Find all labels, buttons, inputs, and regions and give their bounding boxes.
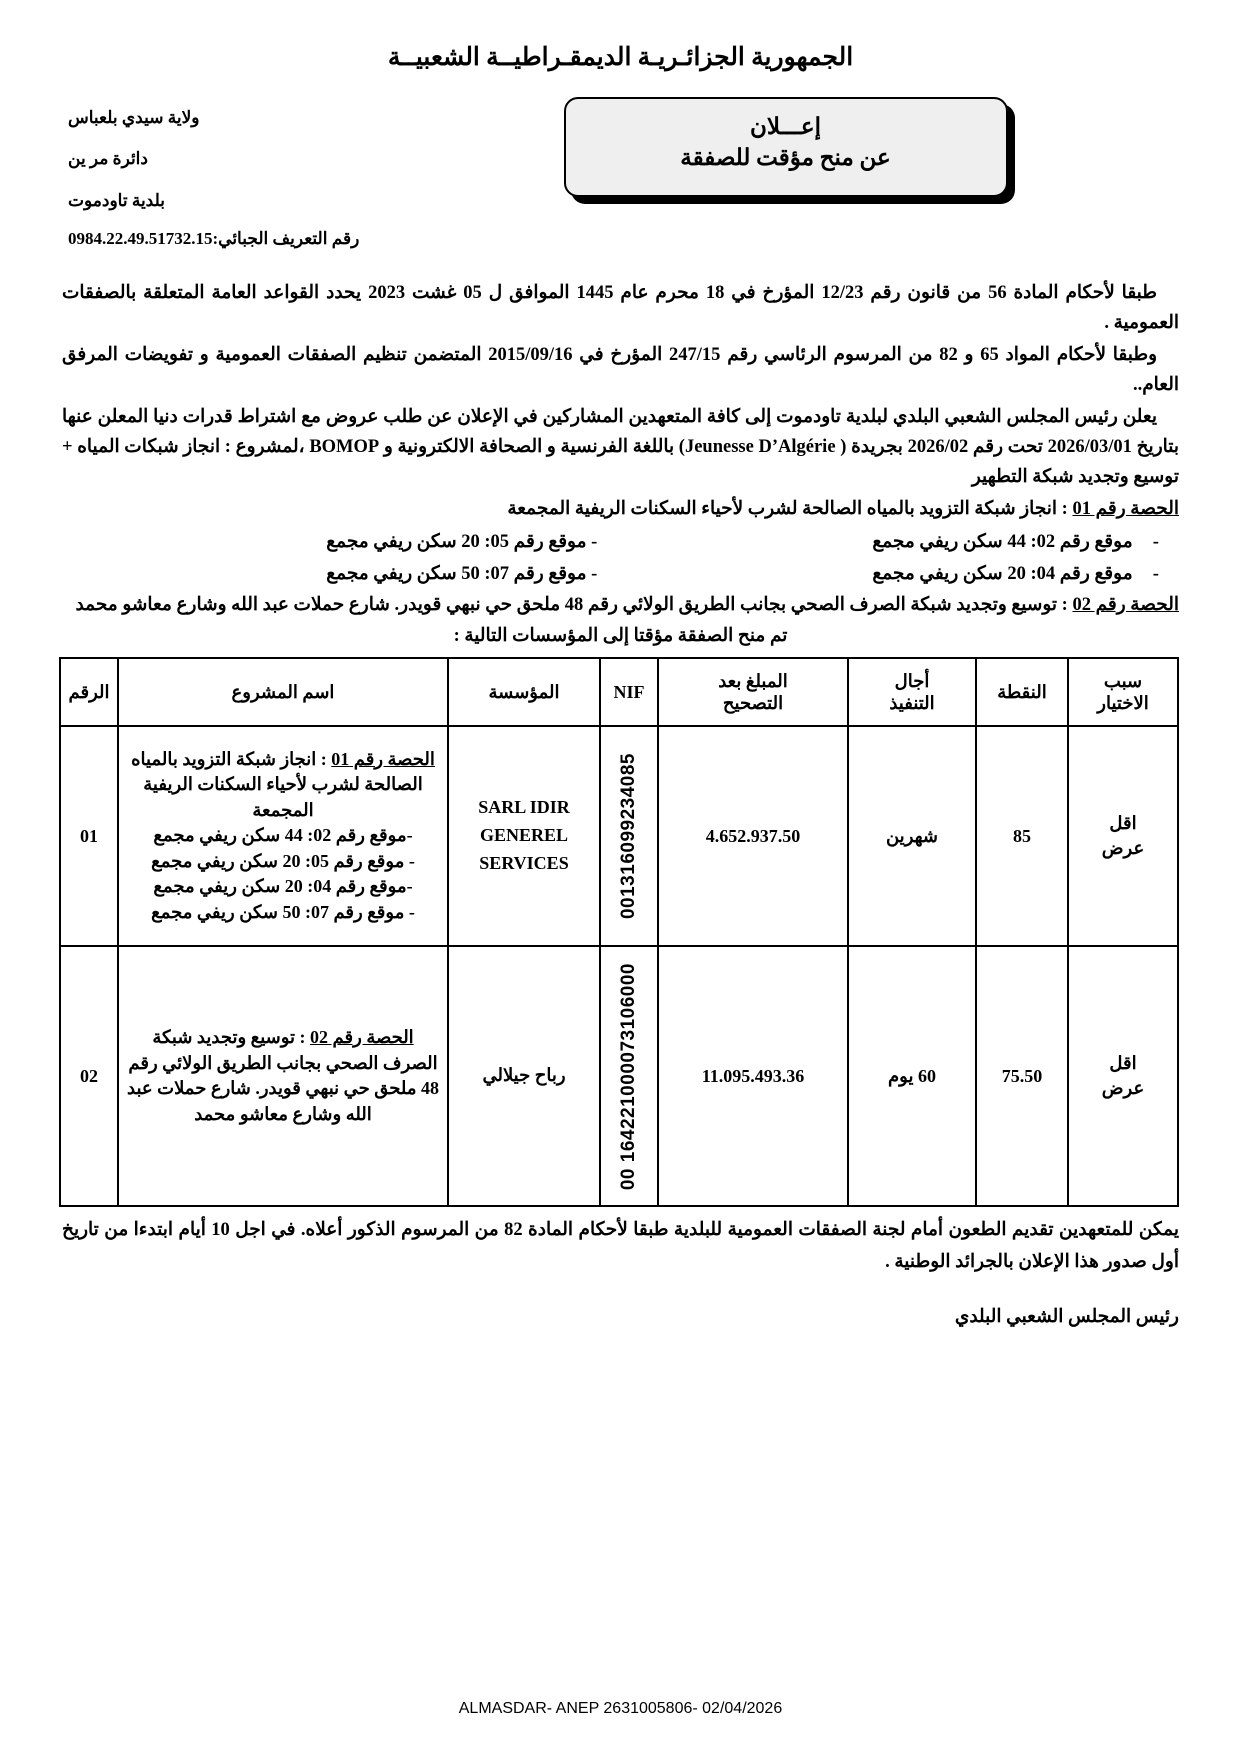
- cell-project-description: : توسيع وتجديد شبكة الصرف الصحي بجانب الطريق الولائي رقم 48 ملحق حي نبهي قويدر. شارع حملات عبد الله وشارع معاشو محمد: [127, 1026, 439, 1124]
- header-delay: [848, 658, 976, 726]
- baladiya-label: بلدية تاودموت: [68, 190, 165, 210]
- site-row: [62, 559, 1179, 591]
- header-amount-line1: المبلغ بعد: [718, 670, 788, 691]
- cell-amount: 11.095.493.36: [658, 946, 848, 1206]
- award-intro-text: تم منح الصفقة مؤقتا إلى المؤسسات التالية :: [453, 626, 788, 647]
- cell-number: 02: [60, 946, 118, 1206]
- cell-project-site-1: -موقع رقم 02: 44 سكن ريفي مجمع: [153, 825, 413, 846]
- header-nif: NIF: [600, 658, 658, 726]
- cell-company: [448, 946, 600, 1206]
- header-reason-line2: الاختيار: [1097, 693, 1149, 714]
- cell-score: 85: [976, 726, 1068, 946]
- cell-number: 01: [60, 726, 118, 946]
- nif-value: 164221000073106000 00: [618, 962, 639, 1190]
- announcement-wrapper: [362, 97, 1179, 197]
- company-line-2: GENEREL: [479, 825, 569, 846]
- company-line-3: SERVICES: [479, 853, 569, 874]
- cell-company: [448, 726, 600, 946]
- lot1-description: : انجاز شبكة التزويد بالمياه الصالحة لشرب لأحياء السكنات الريفية المجمعة: [507, 499, 1073, 520]
- header-project: اسم المشروع: [118, 658, 448, 726]
- closing-section: [62, 1215, 1179, 1278]
- header-delay-line1: أجال: [894, 670, 930, 691]
- cell-reason-line1: اقل: [1109, 812, 1137, 833]
- cell-project-site-2: - موقع رقم 05: 20 سكن ريفي مجمع: [151, 850, 415, 871]
- announcement-paragraph: يعلن رئيس المجلس الشعبي البلدي لبلدية تاودموت إلى كافة المتعهدين المشاركين في الإعلان عن طلب عروض مع اشتراط قدرات دنيا المعلن عنها بتاريخ 2026/03/01 تحت رقم 2026/02 بجريدة ( Jeunesse D’Algérie) باللغة الفرنسية و الصحافة الالكترونية و BOMOP ،لمشروع : انجاز شبكات المياه + توسيع وتجديد شبكة التطهير: [62, 407, 1179, 488]
- body-text: [62, 279, 1179, 621]
- cell-reason-line2: عرض: [1101, 838, 1145, 859]
- site-row: [62, 527, 1179, 559]
- cell-reason: [1068, 726, 1178, 946]
- page-footer: ALMASDAR- ANEP 2631005806- 02/04/2026: [458, 1700, 783, 1717]
- cell-project: [118, 726, 448, 946]
- cell-project-description: : انجاز شبكة التزويد بالمياه الصالحة لشرب لأحياء السكنات الريفية المجمعة: [131, 748, 423, 820]
- table-row: [60, 946, 1178, 1206]
- company-line-1: رباح جيلالي: [482, 1065, 566, 1086]
- award-table: [59, 657, 1179, 1207]
- site-05-label: - موقع رقم 05: 20 سكن ريفي مجمع: [326, 532, 598, 553]
- appeal-paragraph: يمكن للمتعهدين تقديم الطعون أمام لجنة الصفقات العمومية للبلدية طبقا لأحكام المادة 82 من المرسوم الذكور أعلاه. في اجل 10 أيام ابتدءا من تاريخ أول صدور هذا الإعلان بالجرائد الوطنية .: [62, 1220, 1179, 1272]
- cell-delay: 60 يوم: [848, 946, 976, 1206]
- legal-paragraph-1: طبقا لأحكام المادة 56 من قانون رقم 12/23 المؤرخ في 18 محرم عام 1445 الموافق ل 05 غشت 2023 يحدد القواعد العامة المتعلقة بالصفقات العمومية .: [62, 283, 1179, 334]
- cell-reason: [1068, 946, 1178, 1206]
- announcement-title: إعـــلان: [750, 114, 821, 139]
- cell-project-lot-label: الحصة رقم 02: [310, 1026, 414, 1047]
- administration-block: [62, 97, 362, 222]
- nif-value: 001316099234085: [618, 753, 639, 920]
- header-delay-line2: التنفيذ: [889, 693, 935, 714]
- header-reason-line1: سبب: [1103, 670, 1143, 691]
- sites-list: [62, 527, 1179, 591]
- header-reason: [1068, 658, 1178, 726]
- lot1-heading: [62, 495, 1179, 525]
- site-07-label: - موقع رقم 07: 50 سكن ريفي مجمع: [326, 564, 598, 585]
- site-02-label: موقع رقم 02: 44 سكن ريفي مجمع: [872, 532, 1133, 553]
- site-bullet: -: [1152, 532, 1159, 553]
- cell-project-site-4: - موقع رقم 07: 50 سكن ريفي مجمع: [151, 901, 415, 922]
- cell-amount: 4.652.937.50: [658, 726, 848, 946]
- site-bullet: -: [1152, 564, 1159, 585]
- cell-reason-line1: اقل: [1109, 1052, 1137, 1073]
- header-number: الرقم: [60, 658, 118, 726]
- table-row: [60, 726, 1178, 946]
- signature-line: رئيس المجلس الشعبي البلدي: [954, 1306, 1179, 1327]
- cell-delay: شهرين: [848, 726, 976, 946]
- lot2-heading: [62, 591, 1179, 621]
- wilaya-label: ولاية سيدي بلعباس: [68, 107, 200, 127]
- cell-reason-line2: عرض: [1101, 1078, 1145, 1099]
- cell-nif: [600, 726, 658, 946]
- cell-project: [118, 946, 448, 1206]
- cell-score: 75.50: [976, 946, 1068, 1206]
- daira-label: دائرة مر ين: [68, 149, 148, 169]
- lot2-label: الحصة رقم 02: [1072, 595, 1179, 616]
- tax-id-line: رقم التعريف الجبائي:0984.22.49.51732.15: [68, 229, 360, 249]
- cell-project-site-3: -موقع رقم 04: 20 سكن ريفي مجمع: [153, 876, 413, 897]
- lot2-description: : توسيع وتجديد شبكة الصرف الصحي بجانب الطريق الولائي رقم 48 ملحق حي نبهي قويدر. شارع حملات عبد الله وشارع معاشو محمد: [75, 595, 1073, 616]
- header-amount: [658, 658, 848, 726]
- cell-project-lot-label: الحصة رقم 01: [331, 748, 435, 769]
- document-header: [62, 97, 1179, 222]
- announcement-box: [564, 97, 1008, 197]
- site-04-label: موقع رقم 04: 20 سكن ريفي مجمع: [872, 564, 1133, 585]
- header-amount-line2: التصحيح: [722, 693, 784, 714]
- page-title: الجمهورية الجزائـريـة الديمقـراطيــة الشعبيــة: [387, 44, 854, 71]
- table-header-row: [60, 658, 1178, 726]
- header-score: النقطة: [976, 658, 1068, 726]
- cell-nif: [600, 946, 658, 1206]
- lot1-label: الحصة رقم 01: [1072, 499, 1179, 520]
- announcement-subtitle: عن منح مؤقت للصفقة: [680, 145, 891, 170]
- company-line-1: SARL IDIR: [478, 797, 570, 818]
- header-company: المؤسسة: [448, 658, 600, 726]
- legal-paragraph-2: وطبقا لأحكام المواد 65 و 82 من المرسوم الرئاسي رقم 247/15 المؤرخ في 2015/09/16 المتضمن تنظيم الصفقات العمومية و تفويضات المرفق العام..: [62, 345, 1179, 396]
